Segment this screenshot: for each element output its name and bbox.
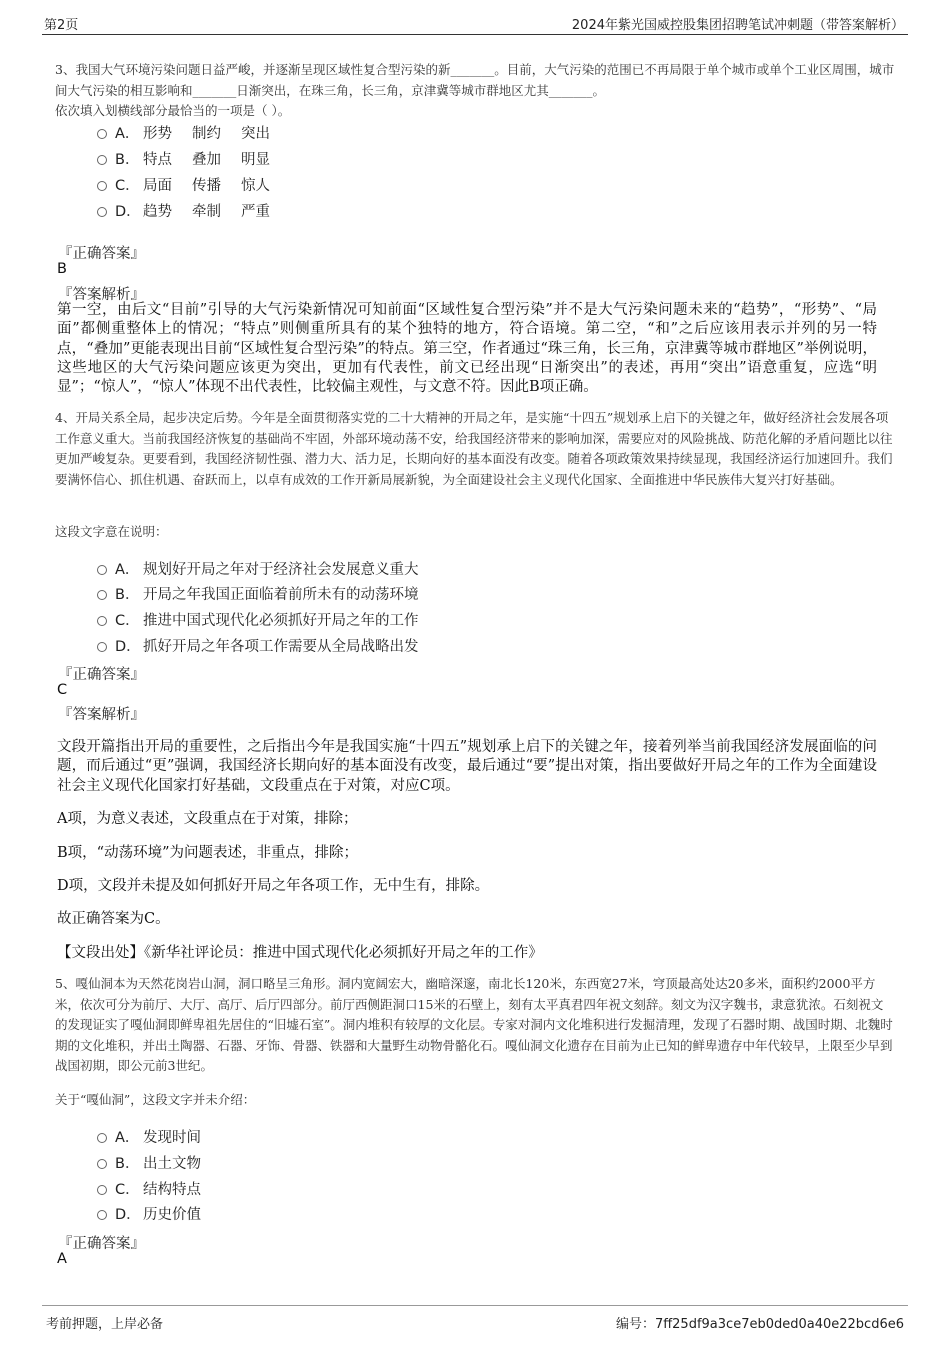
radio-icon[interactable]	[97, 1185, 107, 1195]
radio-icon[interactable]	[97, 565, 107, 575]
question-3-stem: 依次填入划横线部分最恰当的一项是（ ）。	[55, 103, 291, 118]
question-3-text: 3、我国大气环境污染问题日益严峻，并逐渐呈现区域性复合型污染的新_______。目前，大气污染的范围已不再局限于单个城市或单个工业区周围，城市间大气污染的相互影响和_______日渐突出，在珠三角，长三角，京津冀等城市群地区尤其_______。	[55, 62, 895, 98]
q5-option-c[interactable]: C． 结构特点	[97, 1178, 201, 1200]
q3-analysis-label: 『答案解析』	[58, 287, 145, 303]
q4-source: 【文段出处】《新华社评论员：推进中国式现代化必须抓好开局之年的工作》	[57, 945, 543, 961]
radio-icon[interactable]	[97, 207, 107, 217]
radio-icon[interactable]	[97, 155, 107, 165]
q3-option-d[interactable]: D． 趋势 牵制 严重	[97, 200, 290, 222]
q3-answer: B	[57, 261, 67, 277]
radio-icon[interactable]	[97, 181, 107, 191]
radio-icon[interactable]	[97, 1210, 107, 1220]
q4-option-b[interactable]: B． 开局之年我国正面临着前所未有的动荡环境	[97, 583, 419, 605]
page-footer	[42, 1305, 908, 1336]
q4-answer-label: 『正确答案』	[58, 667, 145, 683]
q4-answer: C	[57, 682, 68, 698]
q4-analysis: 文段开篇指出开局的重要性，之后指出今年是我国实施“十四五”规划承上启下的关键之年，接着列举当前我国经济发展面临的问题，而后通过“更”强调，我国经济长期向好的基本面没有改变，最后通过“要”提出对策，指出要做好开局之年的工作为全面建设社会主义现代化国家打好基础，文段重点在于对策，对应C项。	[57, 739, 877, 794]
q5-option-d[interactable]: D． 历史价值	[97, 1203, 201, 1225]
q4-conclusion: 故正确答案为C。	[57, 911, 170, 927]
radio-icon[interactable]	[97, 1133, 107, 1143]
q3-option-c[interactable]: C． 局面 传播 惊人	[97, 174, 290, 196]
radio-icon[interactable]	[97, 616, 107, 626]
radio-icon[interactable]	[97, 129, 107, 139]
q3-answer-label: 『正确答案』	[58, 246, 145, 262]
footer-slogan: 考前押题，上岸必备	[46, 1317, 164, 1332]
q5-option-b[interactable]: B． 出土文物	[97, 1152, 201, 1174]
question-4-text: 4、开局关系全局，起步决定后势。今年是全面贯彻落实党的二十大精神的开局之年，是实施“十四五”规划承上启下的关键之年，做好经济社会发展各项工作意义重大。当前我国经济恢复的基础尚不牢固，外部环境动荡不安，给我国经济带来的影响加深，需要应对的风险挑战、防范化解的矛盾问题比以往更加严峻复杂。更要看到，我国经济韧性强、潜力大、活力足，长期向好的基本面没有改变。随着各项政策效果持续显现，我国经济运行加速回升。我们要满怀信心、抓住机遇、奋跃而上，以卓有成效的工作开新局展新貌，为全面建设社会主义现代化国家、全面推进中华民族伟大复兴打好基础。	[55, 410, 893, 487]
q4-analysis-b: B项，“动荡环境”为问题表述，非重点，排除；	[57, 845, 358, 861]
q3-analysis: 第一空，由后文“目前”引导的大气污染新情况可知前面“区域性复合型污染”并不是大气污染问题未来的“趋势”，“形势”、“局面”都侧重整体上的情况；“特点”则侧重所具有的某个独特的地方，符合语境。第二空，“和”之后应该用表示并列的另一特点，“叠加”更能表现出目前“区域性复合型污染”的特点。第三空，作者通过“珠三角，长三角，京津冀等城市群地区”举例说明，这些地区的大气污染问题应该更为突出，更加有代表性，前文已经出现“日渐突出”的表述，再用“突出”语意重复，应选“明显”；“惊人”，“惊人”体现不出代表性，比较偏主观性，与文意不符。因此B项正确。	[57, 302, 877, 396]
q3-option-a[interactable]: A． 形势 制约 突出	[97, 122, 290, 144]
page-number: 第2页	[44, 18, 79, 33]
document-title: 2024年紫光国威控股集团招聘笔试冲刺题（带答案解析）	[571, 18, 904, 33]
question-5-text: 5、嘎仙洞本为天然花岗岩山洞，洞口略呈三角形。洞内宽阔宏大，幽暗深邃，南北长120米，东西宽27米，穹顶最高处达20多米，面积约2000平方米，依次可分为前厅、大厅、高厅、后厅四部分。前厅西侧距洞口15米的石壁上，刻有太平真君四年祝文刻辞。刻文为汉字魏书，隶意犹浓。石刻祝文的发现证实了嘎仙洞即鲜卑祖先居住的“旧墟石室”。洞内堆积有较厚的文化层。专家对洞内文化堆积进行发掘清理，发现了石器时期、战国时期、北魏时期的文化堆积，并出土陶器、石器、牙饰、骨器、铁器和大量野生动物骨骼化石。嘎仙洞文化遗存在目前为止已知的鲜卑遗存中年代较早，上限至少早到战国初期，即公元前3世纪。	[55, 976, 893, 1073]
document-id: 编号：7ff25df9a3ce7eb0ded0a40e22bcd6e6	[615, 1317, 904, 1332]
q5-answer: A	[57, 1251, 67, 1267]
q5-answer-label: 『正确答案』	[58, 1236, 145, 1252]
q4-option-d[interactable]: D． 抓好开局之年各项工作需要从全局战略出发	[97, 635, 419, 657]
q4-analysis-a: A项，为意义表述，文段重点在于对策，排除；	[57, 811, 358, 827]
q5-option-a[interactable]: A． 发现时间	[97, 1126, 201, 1148]
q4-option-a[interactable]: A． 规划好开局之年对于经济社会发展意义重大	[97, 558, 419, 580]
q4-option-c[interactable]: C． 推进中国式现代化必须抓好开局之年的工作	[97, 609, 419, 631]
q4-analysis-d: D项，文段并未提及如何抓好开局之年各项工作，无中生有，排除。	[57, 878, 490, 894]
question-4-stem: 这段文字意在说明：	[55, 524, 168, 539]
radio-icon[interactable]	[97, 1159, 107, 1169]
radio-icon[interactable]	[97, 642, 107, 652]
q4-analysis-label: 『答案解析』	[58, 707, 145, 723]
question-5-stem: 关于“嘎仙洞”，这段文字并未介绍：	[55, 1092, 256, 1107]
radio-icon[interactable]	[97, 590, 107, 600]
page-header	[42, 12, 908, 35]
q3-option-b[interactable]: B． 特点 叠加 明显	[97, 148, 290, 170]
